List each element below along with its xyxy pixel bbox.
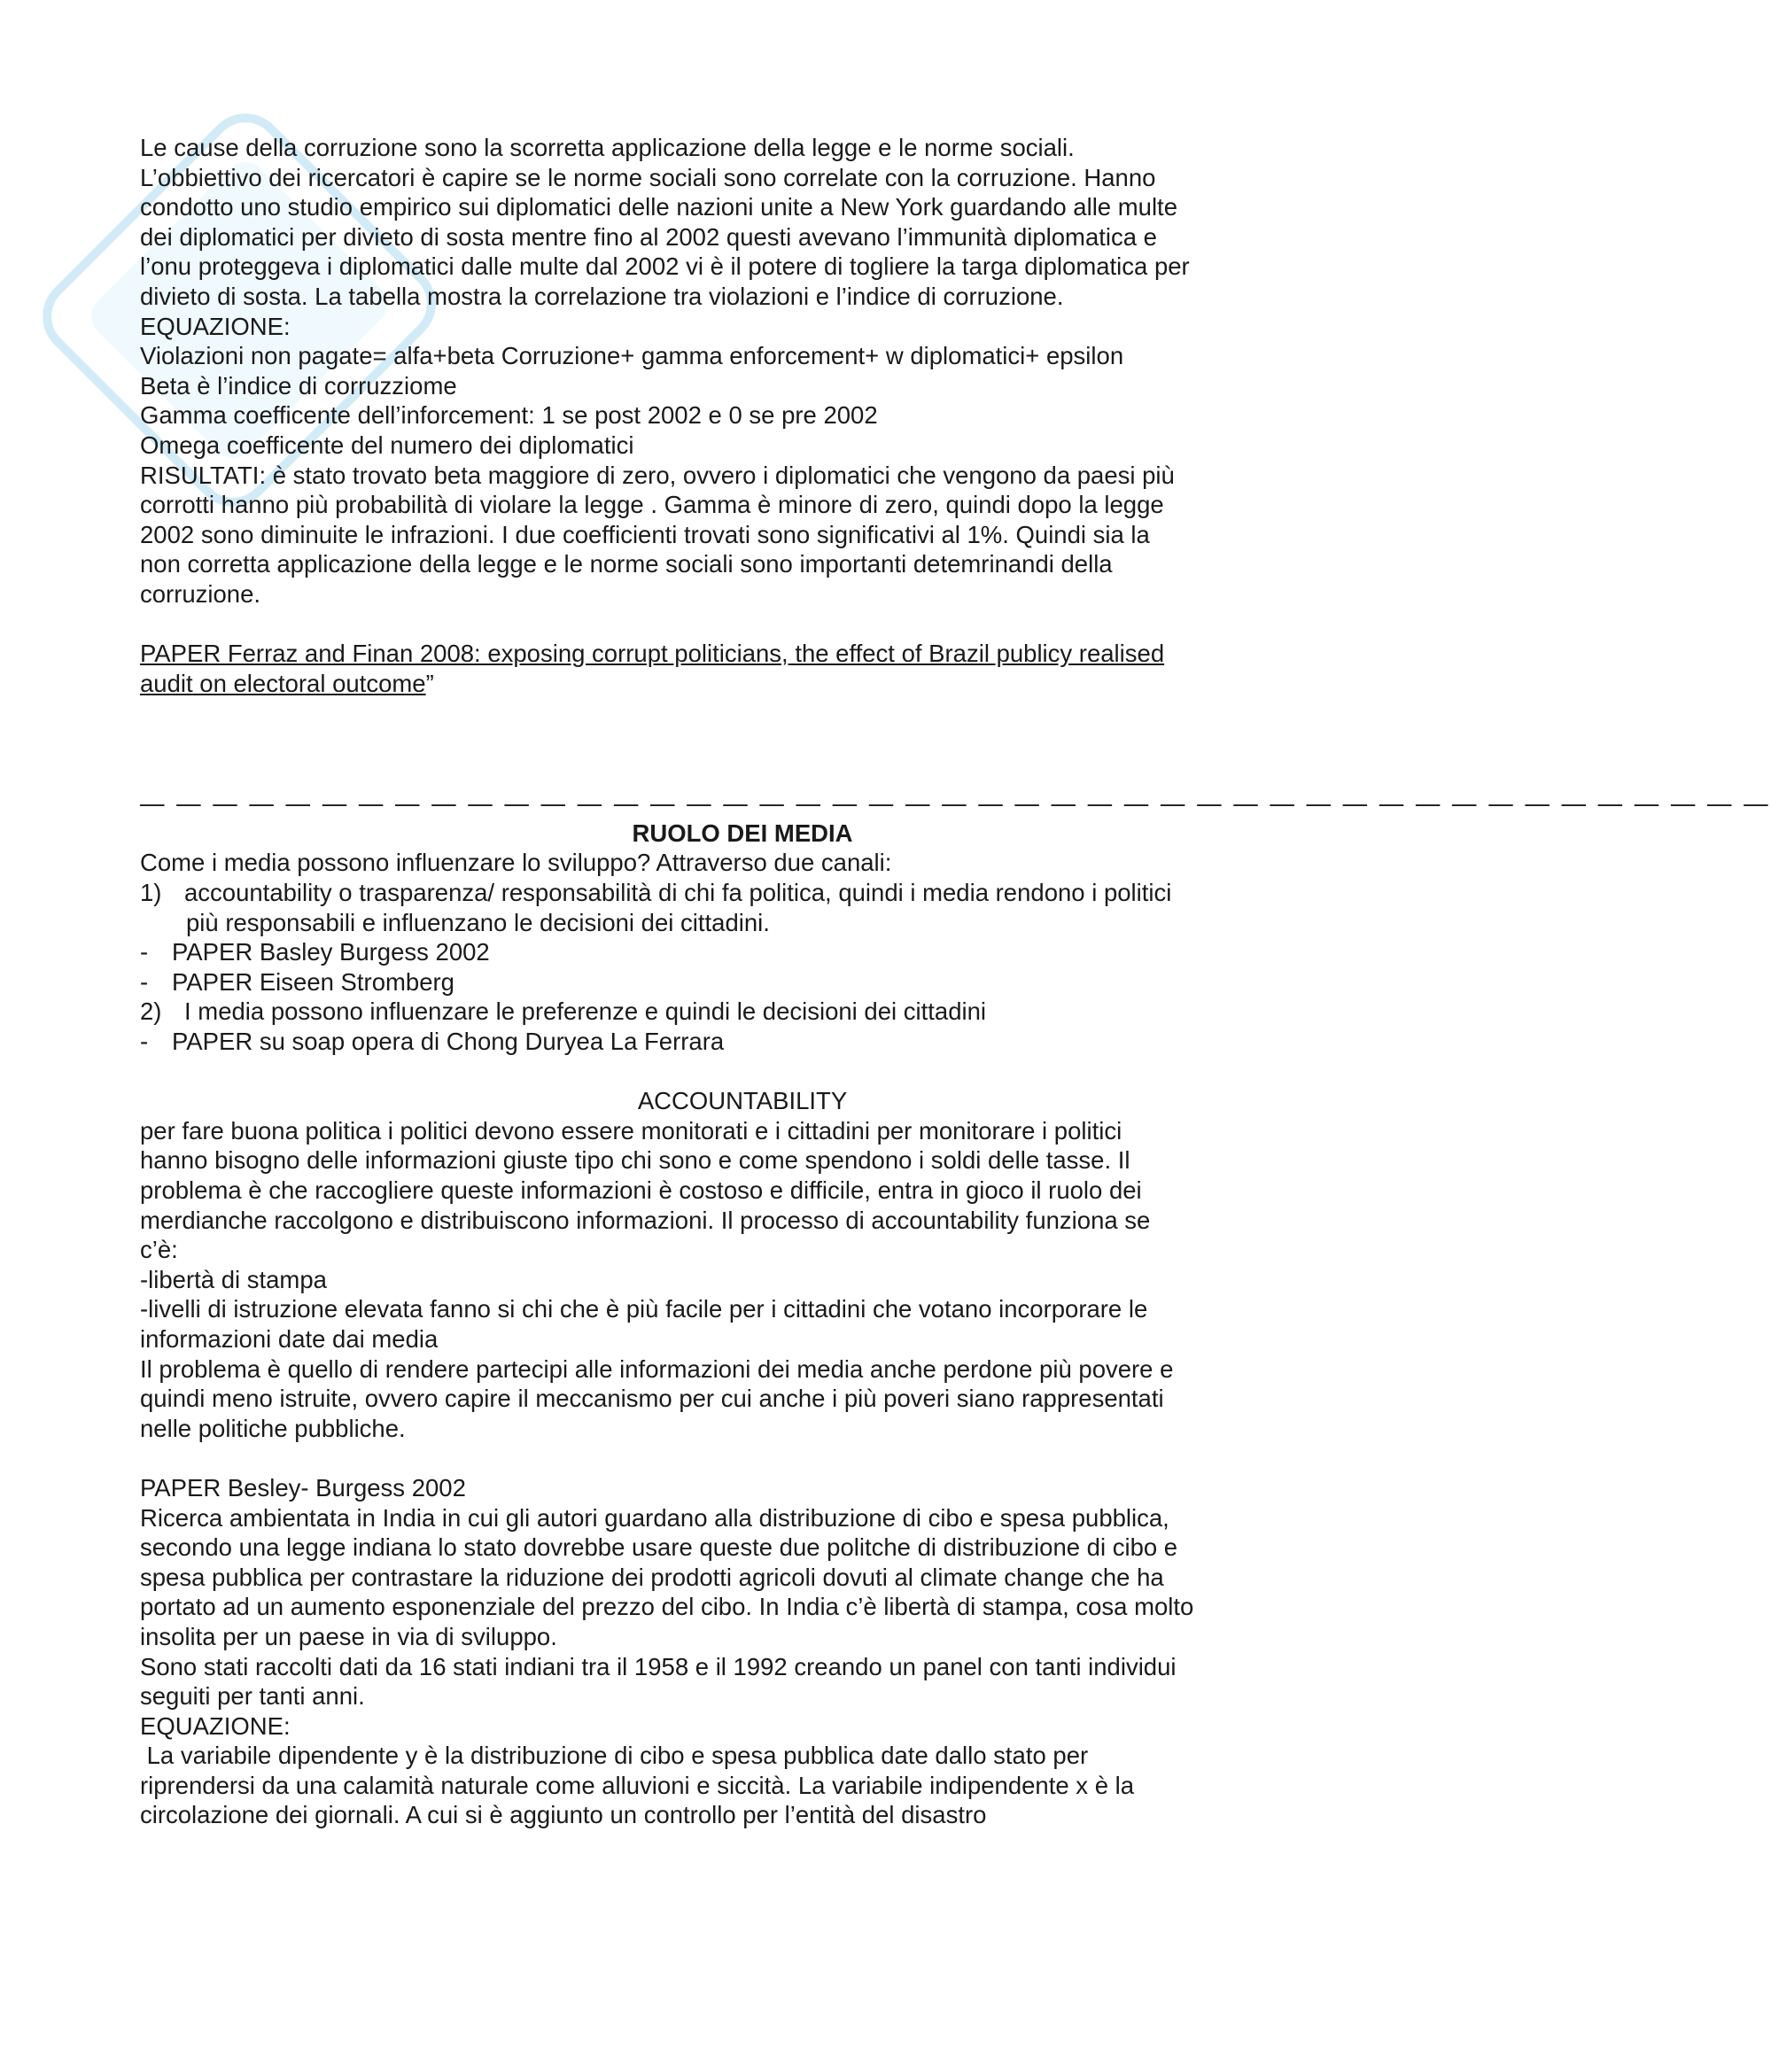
paragraph-line: riprendersi da una calamità naturale come alluvioni e siccità. La variabile indipendente x è la [140,1771,1135,1799]
paragraph-line: nelle politiche pubbliche. [140,1414,406,1442]
paragraph-line: Sono stati raccolti dati da 16 stati indiani tra il 1958 e il 1992 creando un panel con tanti individui [140,1652,1177,1680]
paragraph-line: L’obbiettivo dei ricercatori è capire se le norme sociali sono correlate con la corruzione. Hanno [140,163,1156,191]
media-section [140,819,1345,1057]
paragraph-line: portato ad un aumento esponenziale del prezzo del cibo. In India c’è libertà di stampa, cosa molto [140,1593,1194,1621]
accountability-section [140,1086,1345,1443]
paragraph-line: Il problema è quello di rendere partecipi alle informazioni dei media anche perdone più povere e [140,1354,1174,1383]
numbered-item [140,878,1345,908]
bullet-text: PAPER su soap opera di Chong Duryea La Ferrara [172,1028,725,1056]
paragraph-line: La variabile dipendente y è la distribuzione di cibo e spesa pubblica date dallo stato per [140,1742,1089,1770]
paragraph-line: Gamma coefficente dell’inforcement: 1 se post 2002 e 0 se pre 2002 [140,401,878,430]
paragraph-line: l’onu proteggeva i diplomatici dalle multe dal 2002 vi è il potere di togliere la targa diplomatica per [140,252,1190,281]
item-text: accountability o trasparenza/ responsabilità di chi fa politica, quindi i media rendono i politici [184,879,1172,907]
bullet-item [140,937,1345,967]
paragraph-line: c’è: [140,1236,178,1264]
equation-heading: EQUAZIONE: [140,312,291,340]
paragraph-line: spesa pubblica per contrastare la riduzione dei prodotti agricoli dovuti al climate change che ha [140,1563,1164,1591]
paragraph-line: informazioni date dai media [140,1324,439,1353]
list-line: -livelli di istruzione elevata fanno si chi che è più facile per i cittadini che votano incorporare le [140,1295,1148,1323]
paper-heading: PAPER Besley- Burgess 2002 [140,1473,466,1502]
paragraph-line: merdianche raccolgono e distribuiscono informazioni. Il processo di accountability funziona se [140,1206,1151,1234]
item-text: I media possono influenzare le preferenze e quindi le decisioni dei cittadini [184,997,987,1026]
paragraph-line: dei diplomatici per divieto di sosta mentre fino al 2002 questi avevano l’immunità diplomatica e [140,222,1157,251]
paragraph-line: hanno bisogno delle informazioni giuste tipo chi sono e come spendono i soldi delle tasse. Il [140,1146,1130,1175]
paragraph-line: quindi meno istruite, ovvero capire il meccanismo per cui anche i più poveri siano rappresentati [140,1385,1164,1413]
paragraph-line: circolazione dei giornali. A cui si è aggiunto un controllo per l’entità del disastro [140,1801,987,1829]
bullet-item [140,1027,1345,1057]
bullet-text: PAPER Eiseen Stromberg [172,967,454,996]
results-line: RISULTATI: è stato trovato beta maggiore di zero, ovvero i diplomatici che vengono da paesi più [140,461,1175,489]
list-line: -libertà di stampa [140,1265,327,1293]
paragraph-line: per fare buona politica i politici devono essere monitorati e i cittadini per monitorare i politici [140,1116,1122,1145]
item-text-cont: più responsabili e influenzano le decisioni dei cittadini. [186,908,770,936]
paragraph-line: Beta è l’indice di corruzziome [140,371,457,400]
numbered-item [140,997,1345,1027]
paragraph-line: Omega coefficente del numero dei diplomatici [140,431,634,459]
results-line: non corretta applicazione della legge e le norme sociali sono importanti detemrinandi della [140,550,1113,578]
section-divider: — — — — — — — — — — — — — — — — — — — — — — — — — — — — — — — — — — — — — — — — — — — — — [140,789,1771,818]
item-number: 1) [140,879,162,907]
bullet-dash: - [140,1028,149,1056]
closing-quote: ” [425,669,434,697]
results-line: 2002 sono diminuite le infrazioni. I due coefficienti trovati sono significativi al 1%. Quindi sia la [140,520,1150,548]
paragraph-line: Come i media possono influenzare lo sviluppo? Attraverso due canali: [140,849,892,877]
paper-reference: PAPER Ferraz and Finan 2008: exposing corrupt politicians, the effect of Brazil publicy realised [140,640,1165,668]
paragraph-line: secondo una legge indiana lo stato dovrebbe usare queste due politche di distribuzione di cibo e [140,1533,1178,1562]
section-title: RUOLO DEI MEDIA [632,819,853,847]
paragraph-line: seguiti per tanti anni. [140,1682,365,1711]
equation-heading: EQUAZIONE: [140,1711,291,1740]
paragraph-line: problema è che raccogliere queste informazioni è costoso e difficile, entra in gioco il ruolo dei [140,1176,1142,1204]
paper-reference-cont: audit on electoral outcome [140,669,426,697]
paragraph-line: Le cause della corruzione sono la scorretta applicazione della legge e le norme sociali. [140,134,1075,161]
bullet-text: PAPER Basley Burgess 2002 [172,938,490,966]
corruption-section [140,133,1345,698]
equation-line: Violazioni non pagate= alfa+beta Corruzione+ gamma enforcement+ w diplomatici+ epsilon [140,342,1124,370]
section-subtitle: ACCOUNTABILITY [637,1087,848,1115]
bullet-dash: - [140,938,149,966]
paragraph-line: condotto uno studio empirico sui diplomatici delle nazioni unite a New York guardando alle multe [140,193,1177,221]
paragraph-line: divieto di sosta. La tabella mostra la correlazione tra violazioni e l’indice di corruzione. [140,282,1064,310]
besley-burgess-section [140,1473,1345,1830]
paragraph-line: Ricerca ambientata in India in cui gli autori guardano alla distribuzione di cibo e spesa pubblica, [140,1503,1169,1532]
results-line: corruzione. [140,579,261,608]
results-line: corrotti hanno più probabilità di violare la legge . Gamma è minore di zero, quindi dopo la legge [140,491,1164,519]
item-number: 2) [140,997,162,1026]
bullet-item [140,967,1345,997]
document-page [140,133,1771,1830]
bullet-dash: - [140,967,149,996]
paragraph-line: insolita per un paese in via di sviluppo. [140,1622,557,1650]
